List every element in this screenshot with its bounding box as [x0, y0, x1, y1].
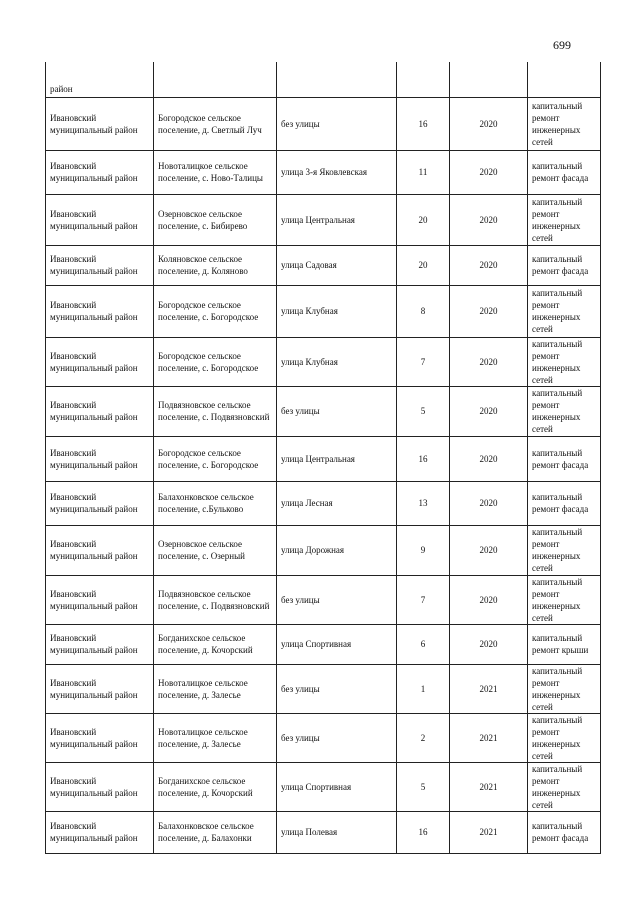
settlement-cell: Новоталицкое сельское поселение, с. Ново-Талицы [154, 150, 277, 194]
district-cell: Ивановский муниципальный район [46, 150, 154, 194]
street-cell: улица Полевая [277, 811, 397, 853]
district-cell: Ивановский муниципальный район [46, 285, 154, 337]
year-cell: 2020 [450, 337, 528, 386]
work-type-cell: капитальный ремонт инженерных сетей [528, 386, 601, 436]
district-cell: Ивановский муниципальный район [46, 97, 154, 150]
work-type-cell: капитальный ремонт инженерных сетей [528, 713, 601, 762]
table-row [46, 285, 601, 337]
table-row [46, 97, 601, 150]
table-row [46, 713, 601, 762]
house-number-cell: 16 [397, 97, 450, 150]
work-type-cell: капитальный ремонт фасада [528, 811, 601, 853]
settlement-cell: Богородское сельское поселение, с. Богородское [154, 337, 277, 386]
street-cell: без улицы [277, 575, 397, 624]
settlement-cell: Богородское сельское поселение, с. Богородское [154, 285, 277, 337]
street-cell: улица 3-я Яковлевская [277, 150, 397, 194]
street-cell: улица Клубная [277, 337, 397, 386]
year-cell: 2021 [450, 811, 528, 853]
district-cell: Ивановский муниципальный район [46, 575, 154, 624]
work-type-cell: капитальный ремонт инженерных сетей [528, 337, 601, 386]
settlement-cell: Новоталицкое сельское поселение, д. Залесье [154, 664, 277, 713]
work-type-cell: капитальный ремонт инженерных сетей [528, 525, 601, 575]
table-row [46, 762, 601, 811]
settlement-cell: Богданихское сельское поселение, д. Кочорский [154, 624, 277, 664]
table-row [46, 664, 601, 713]
table-row [46, 525, 601, 575]
year-cell: 2020 [450, 245, 528, 285]
house-number-cell: 7 [397, 337, 450, 386]
settlement-cell: Балахонковское сельское поселение, д. Балахонки [154, 811, 277, 853]
house-number-cell: 1 [397, 664, 450, 713]
year-cell: 2020 [450, 575, 528, 624]
year-cell: 2020 [450, 194, 528, 245]
district-cell: Ивановский муниципальный район [46, 386, 154, 436]
house-number-cell: 13 [397, 481, 450, 525]
housing-repair-table [45, 62, 601, 854]
settlement-cell [154, 62, 277, 97]
work-type-cell: капитальный ремонт фасада [528, 245, 601, 285]
district-cell: Ивановский муниципальный район [46, 762, 154, 811]
work-type-cell: капитальный ремонт фасада [528, 150, 601, 194]
street-cell: без улицы [277, 664, 397, 713]
table-row-continuation [46, 62, 601, 97]
street-cell: улица Центральная [277, 194, 397, 245]
table-row [46, 150, 601, 194]
street-cell: улица Центральная [277, 436, 397, 481]
year-cell: 2020 [450, 436, 528, 481]
house-number-cell: 5 [397, 762, 450, 811]
street-cell: улица Клубная [277, 285, 397, 337]
settlement-cell: Балахонковское сельское поселение, с.Бульково [154, 481, 277, 525]
district-cell: Ивановский муниципальный район [46, 664, 154, 713]
settlement-cell: Озерновское сельское поселение, с. Озерный [154, 525, 277, 575]
district-cell: Ивановский муниципальный район [46, 525, 154, 575]
year-cell: 2021 [450, 762, 528, 811]
street-cell: улица Дорожная [277, 525, 397, 575]
year-cell: 2021 [450, 713, 528, 762]
table-row [46, 811, 601, 853]
house-number-cell: 8 [397, 285, 450, 337]
street-cell: без улицы [277, 97, 397, 150]
house-number-cell: 9 [397, 525, 450, 575]
street-cell: улица Садовая [277, 245, 397, 285]
year-cell: 2020 [450, 624, 528, 664]
year-cell: 2020 [450, 525, 528, 575]
house-number-cell: 7 [397, 575, 450, 624]
work-type-cell: капитальный ремонт инженерных сетей [528, 285, 601, 337]
district-cell: Ивановский муниципальный район [46, 436, 154, 481]
district-cell: Ивановский муниципальный район [46, 481, 154, 525]
year-cell [450, 62, 528, 97]
work-type-cell: капитальный ремонт инженерных сетей [528, 194, 601, 245]
street-cell: улица Спортивная [277, 762, 397, 811]
district-cell: Ивановский муниципальный район [46, 337, 154, 386]
table-row [46, 194, 601, 245]
district-cell: район [46, 62, 154, 97]
district-cell: Ивановский муниципальный район [46, 811, 154, 853]
table-row [46, 575, 601, 624]
work-type-cell: капитальный ремонт инженерных сетей [528, 762, 601, 811]
street-cell: без улицы [277, 386, 397, 436]
work-type-cell: капитальный ремонт инженерных сетей [528, 97, 601, 150]
settlement-cell: Богданихское сельское поселение, д. Кочорский [154, 762, 277, 811]
work-type-cell: капитальный ремонт инженерных сетей [528, 575, 601, 624]
year-cell: 2020 [450, 386, 528, 436]
year-cell: 2020 [450, 150, 528, 194]
settlement-cell: Подвязновское сельское поселение, с. Подвязновский [154, 386, 277, 436]
house-number-cell: 6 [397, 624, 450, 664]
settlement-cell: Подвязновское сельское поселение, с. Подвязновский [154, 575, 277, 624]
house-number-cell: 16 [397, 811, 450, 853]
district-cell: Ивановский муниципальный район [46, 624, 154, 664]
year-cell: 2020 [450, 481, 528, 525]
table-row [46, 481, 601, 525]
house-number-cell: 2 [397, 713, 450, 762]
work-type-cell: капитальный ремонт инженерных сетей [528, 664, 601, 713]
settlement-cell: Богородское сельское поселение, с. Богородское [154, 436, 277, 481]
district-cell: Ивановский муниципальный район [46, 713, 154, 762]
work-type-cell: капитальный ремонт крыши [528, 624, 601, 664]
page-number: 699 [553, 38, 571, 52]
table-row [46, 337, 601, 386]
year-cell: 2021 [450, 664, 528, 713]
street-cell: улица Спортивная [277, 624, 397, 664]
settlement-cell: Коляновское сельское поселение, д. Коляново [154, 245, 277, 285]
year-cell: 2020 [450, 285, 528, 337]
house-number-cell: 20 [397, 194, 450, 245]
table-row [46, 624, 601, 664]
house-number-cell: 11 [397, 150, 450, 194]
house-number-cell: 16 [397, 436, 450, 481]
work-type-cell [528, 62, 601, 97]
table-row [46, 436, 601, 481]
street-cell: без улицы [277, 713, 397, 762]
table-row [46, 245, 601, 285]
year-cell: 2020 [450, 97, 528, 150]
work-type-cell: капитальный ремонт фасада [528, 436, 601, 481]
table-row [46, 386, 601, 436]
street-cell [277, 62, 397, 97]
street-cell: улица Лесная [277, 481, 397, 525]
district-cell: Ивановский муниципальный район [46, 245, 154, 285]
house-number-cell [397, 62, 450, 97]
house-number-cell: 20 [397, 245, 450, 285]
house-number-cell: 5 [397, 386, 450, 436]
settlement-cell: Богородское сельское поселение, д. Светлый Луч [154, 97, 277, 150]
work-type-cell: капитальный ремонт фасада [528, 481, 601, 525]
settlement-cell: Новоталицкое сельское поселение, д. Залесье [154, 713, 277, 762]
settlement-cell: Озерновское сельское поселение, с. Бибирево [154, 194, 277, 245]
district-cell: Ивановский муниципальный район [46, 194, 154, 245]
